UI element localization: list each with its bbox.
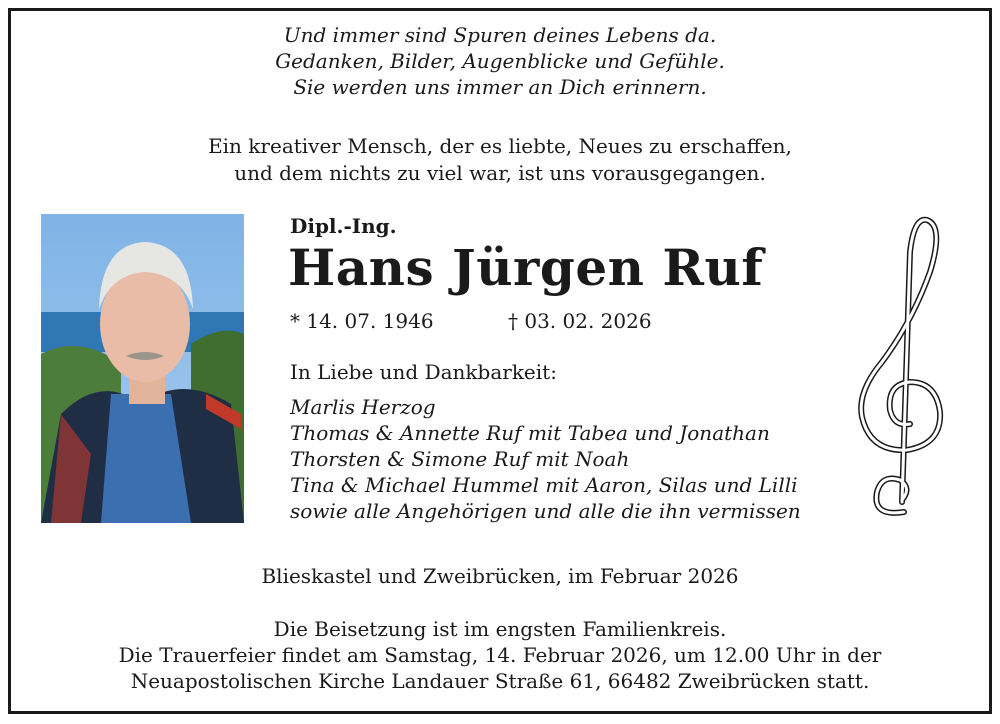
death-date: † 03. 02. 2026: [508, 309, 652, 333]
mourner-list: [290, 394, 801, 524]
mourner-entry: Marlis Herzog: [290, 395, 436, 419]
portrait-photo: [41, 214, 244, 523]
intro-text: [0, 133, 1000, 187]
mourner-entry: Tina & Michael Hummel mit Aaron, Silas und Lilli: [290, 473, 798, 497]
funeral-info: [0, 616, 1000, 694]
mourner-entry: Thomas & Annette Ruf mit Tabea und Jonathan: [290, 421, 770, 445]
verse-line: Gedanken, Bilder, Augenblicke und Gefühle.: [275, 49, 725, 73]
funeral-line: Neuapostolischen Kirche Landauer Straße 61, 66482 Zweibrücken statt.: [130, 669, 870, 693]
deceased-name: Hans Jürgen Ruf: [288, 238, 764, 297]
memorial-verse: [0, 22, 1000, 100]
verse-line: Sie werden uns immer an Dich erinnern.: [293, 75, 707, 99]
academic-title: Dipl.-Ing.: [290, 214, 397, 238]
funeral-line: Die Trauerfeier findet am Samstag, 14. Februar 2026, um 12.00 Uhr in der: [118, 643, 882, 667]
funeral-line: Die Beisetzung ist im engsten Familienkreis.: [273, 617, 727, 641]
mourner-entry: sowie alle Angehörigen und alle die ihn vermissen: [290, 499, 801, 523]
thanks-line: In Liebe und Dankbarkeit:: [290, 360, 557, 384]
intro-line: und dem nichts zu viel war, ist uns vorausgegangen.: [234, 161, 766, 185]
verse-line: Und immer sind Spuren deines Lebens da.: [283, 23, 717, 47]
place-and-date: Blieskastel und Zweibrücken, im Februar 2026: [261, 564, 739, 588]
mourner-entry: Thorsten & Simone Ruf mit Noah: [290, 447, 630, 471]
birth-date: * 14. 07. 1946: [290, 309, 434, 333]
intro-line: Ein kreativer Mensch, der es liebte, Neues zu erschaffen,: [208, 134, 792, 158]
treble-clef-icon: [852, 212, 950, 524]
